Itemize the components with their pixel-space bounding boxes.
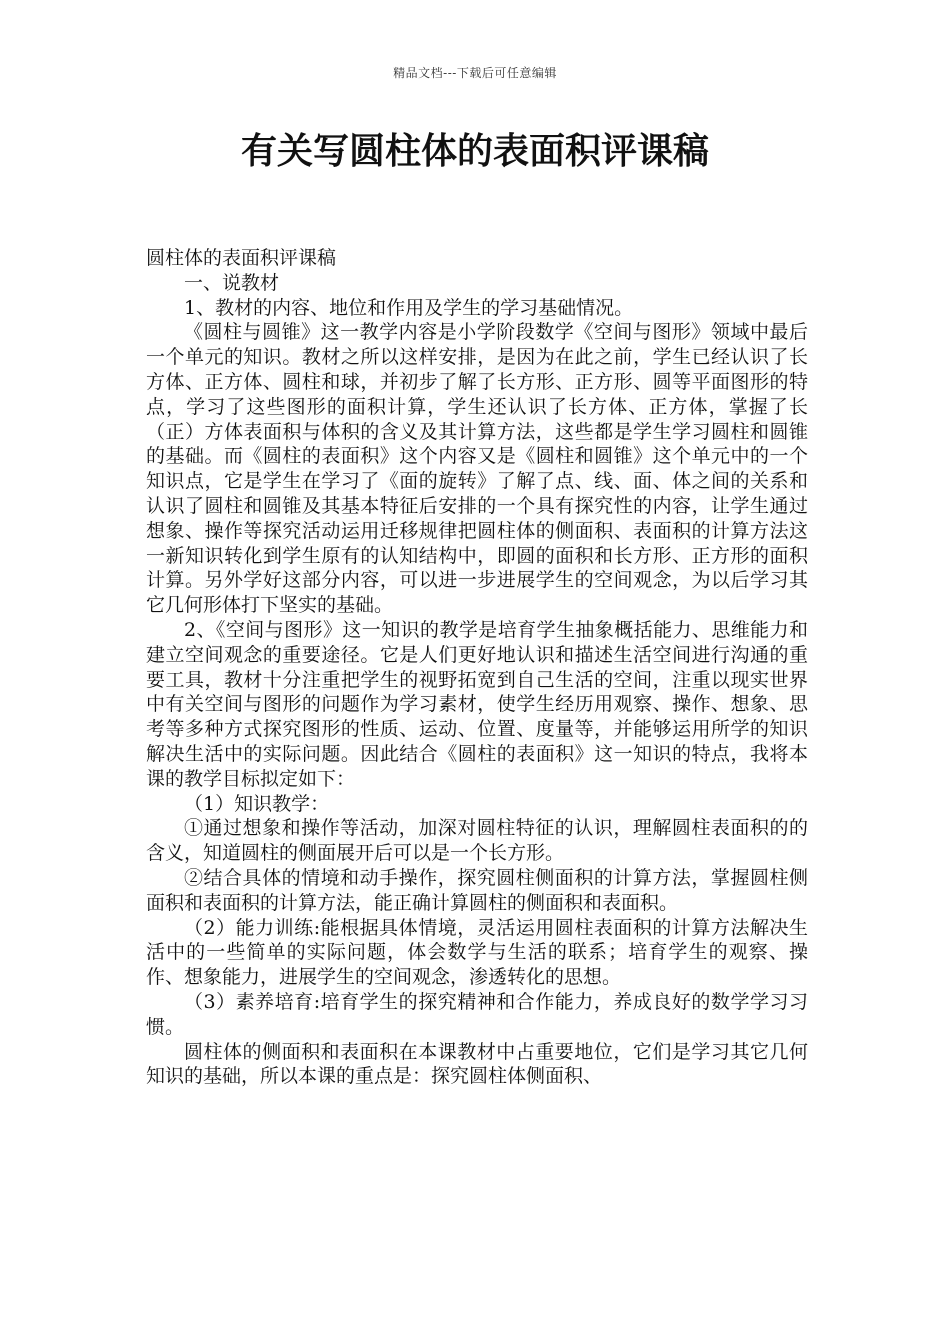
paragraph-subtitle: 圆柱体的表面积评课稿 xyxy=(146,247,337,269)
paragraph: 2、《空间与图形》这一知识的教学是培育学生抽象概括能力、思维能力和建立空间观念的重要途径。它是人们更好地认识和描述生活空间进行沟通的重要工具，教材十分注重把学生的视野拓宽到自己生活的空间，注重以现实世界中有关空间与图形的问题作为学习素材，使学生经历用观察、操作、想象、思考等多种方式探究图形的性质、运动、位置、度量等，并能够运用所学的知识解决生活中的实际问题。因此结合《圆柱的表面积》这一知识的特点，我将本课的教学目标拟定如下： xyxy=(146,618,808,790)
paragraph: 圆柱体的侧面积和表面积在本课教材中占重要地位，它们是学习其它几何知识的基础，所以本课的重点是：探究圆柱体侧面积、 xyxy=(146,1040,808,1088)
page-header: 精品文档---下载后可任意编辑 xyxy=(393,66,557,80)
paragraph: 《圆柱与圆锥》这一教学内容是小学阶段数学《空间与图形》领域中最后一个单元的知识。教材之所以这样安排，是因为在此之前，学生已经认识了长方体、正方体、圆柱和球，并初步了解了长方形、正方形、圆等平面图形的特点，学习了这些图形的面积计算，学生还认识了长方体、正方体，掌握了长（正）方体表面积与体积的含义及其计算方法，这些都是学生学习圆柱和圆锥的基础。而《圆柱的表面积》这个内容又是《圆柱和圆锥》这个单元中的一个知识点，它是学生在学习了《面的旋转》了解了点、线、面、体之间的关系和认识了圆柱和圆锥及其基本特征后安排的一个具有探究性的内容，让学生通过想象、操作等探究活动运用迁移规律把圆柱体的侧面积、表面积的计算方法这一新知识转化到学生原有的认知结构中，即圆的面积和长方形、正方形的面积计算。另外学好这部分内容，可以进一步进展学生的空间观念，为以后学习其它几何形体打下坚实的基础。 xyxy=(146,321,808,617)
paragraph: （3）素养培育:培育学生的探究精神和合作能力，养成良好的数学学习习惯。 xyxy=(146,990,808,1038)
document-body xyxy=(146,246,808,1089)
paragraph: ②结合具体的情境和动手操作，探究圆柱侧面积的计算方法，掌握圆柱侧面积和表面积的计算方法，能正确计算圆柱的侧面积和表面积。 xyxy=(146,866,808,914)
paragraph-section-heading: 一、说教材 xyxy=(184,271,280,294)
document-title: 有关写圆柱体的表面积评课稿 xyxy=(240,131,709,172)
paragraph: 1、教材的内容、地位和作用及学生的学习基础情况。 xyxy=(184,296,634,319)
paragraph: （2）能力训练:能根据具体情境，灵活运用圆柱表面积的计算方法解决生活中的一些简单的实际问题，体会数学与生活的联系；培育学生的观察、操作、想象能力，进展学生的空间观念，渗透转化的思想。 xyxy=(146,916,808,989)
paragraph: ①通过想象和操作等活动，加深对圆柱特征的认识，理解圆柱表面积的的含义，知道圆柱的侧面展开后可以是一个长方形。 xyxy=(146,817,808,865)
paragraph: （1）知识教学： xyxy=(184,792,330,815)
